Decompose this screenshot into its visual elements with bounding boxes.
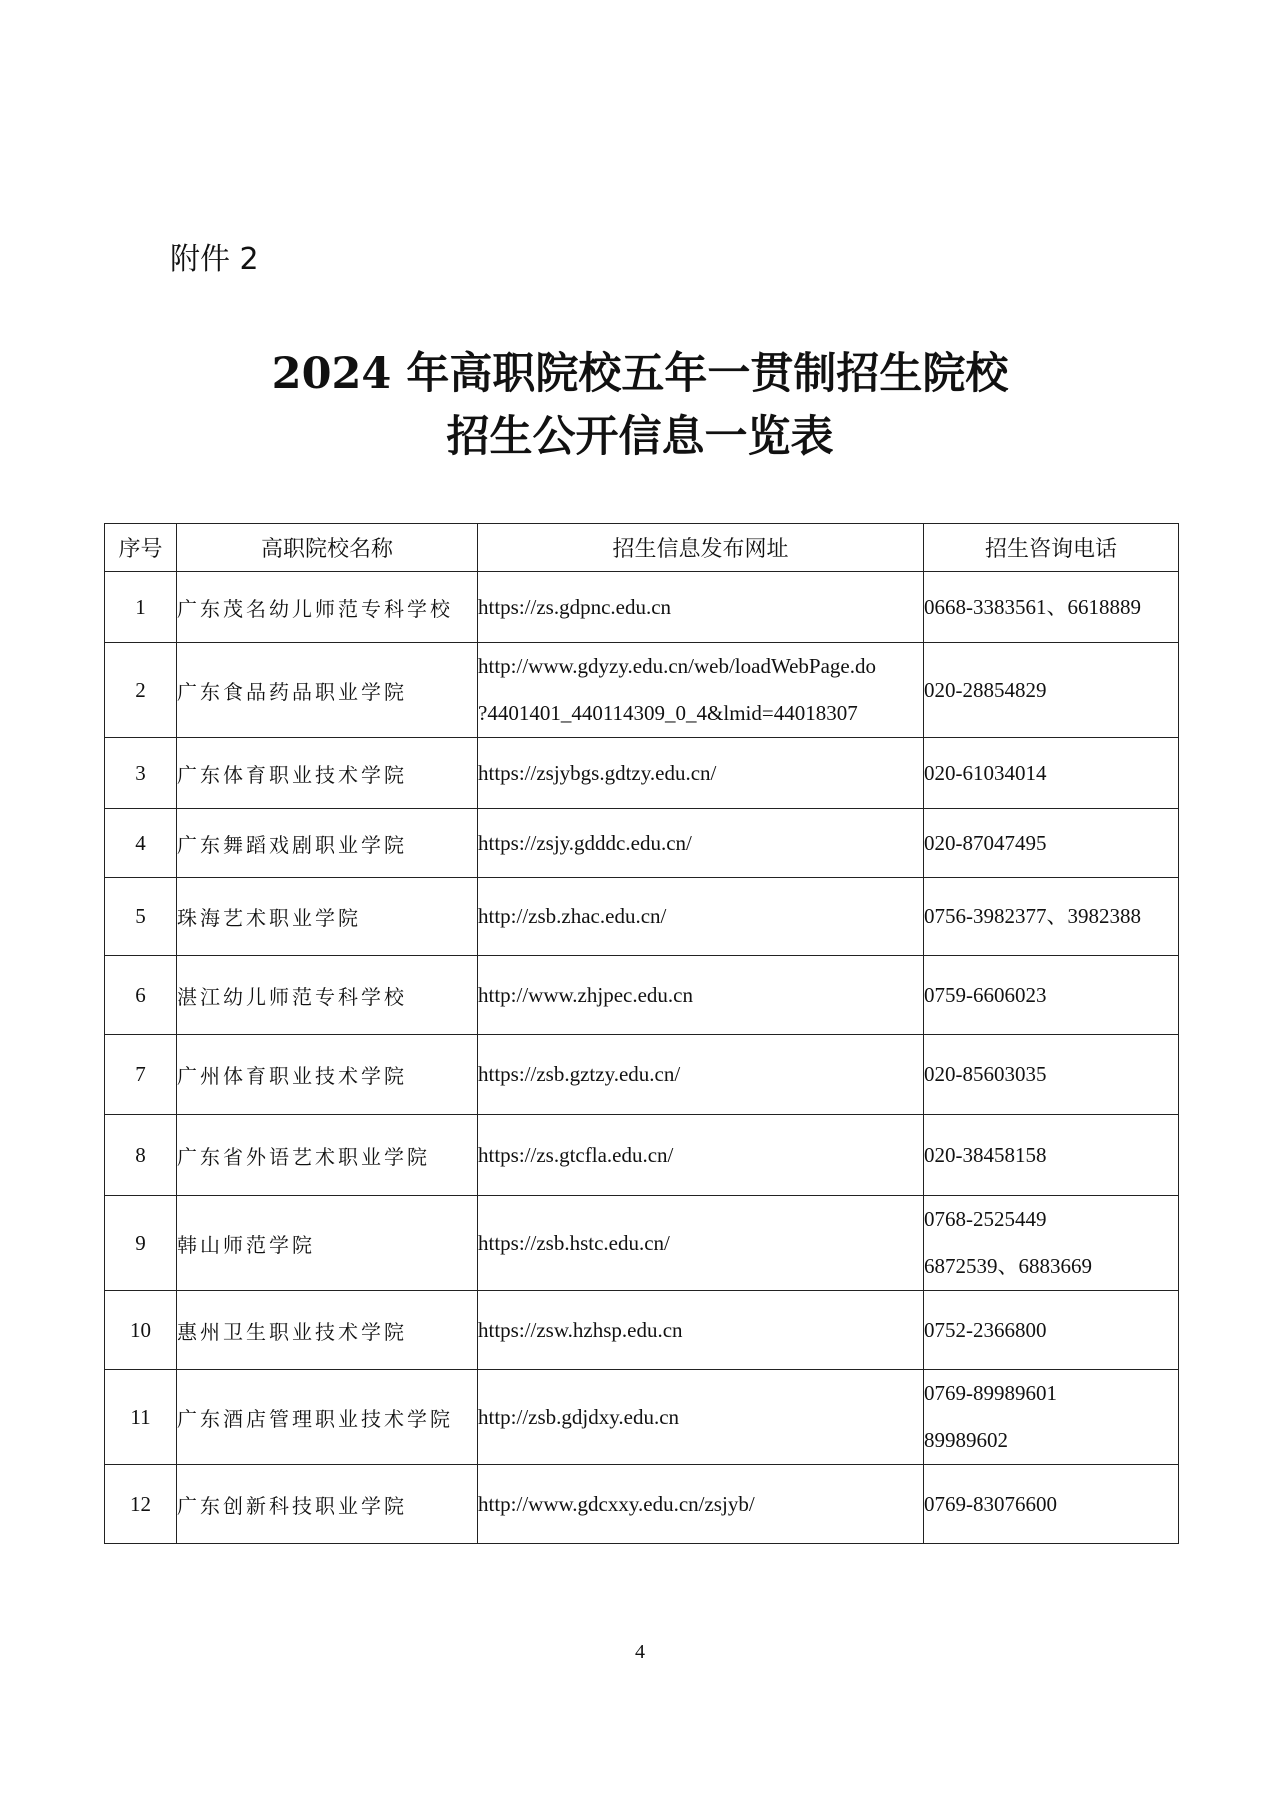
admissions-url-cell [478,1196,924,1291]
row-index: 9 [105,1196,177,1291]
table-header-row [105,524,1179,572]
row-index: 2 [105,643,177,738]
admissions-url[interactable]: https://zsw.hzhsp.edu.cn [478,1317,683,1342]
row-index: 1 [105,572,177,643]
consult-phone-cell [924,738,1179,809]
page-number: 4 [635,1641,645,1663]
admissions-url[interactable]: https://zs.gtcfla.edu.cn/ [478,1142,674,1167]
admissions-url-cell [478,1465,924,1544]
row-index: 12 [105,1465,177,1544]
admissions-url[interactable]: http://www.zhjpec.edu.cn [478,982,693,1007]
consult-phone-cell [924,1370,1179,1465]
consult-phone-cell [924,643,1179,738]
consult-phone: 0768-2525449 [924,1207,1047,1231]
consult-phone-cell [924,956,1179,1035]
admissions-url-cell [478,572,924,643]
row-index: 3 [105,738,177,809]
page-title-line-2: 招生公开信息一览表 [446,412,834,462]
admissions-info-table [104,523,1179,1544]
consult-phone: 0668-3383561、6618889 [924,594,1141,619]
table-row [105,1196,1179,1291]
row-index: 5 [105,878,177,956]
consult-phone-cell [924,1196,1179,1291]
admissions-url-cell [478,643,924,738]
row-index: 11 [105,1370,177,1465]
admissions-url[interactable]: https://zsjybgs.gdtzy.edu.cn/ [478,760,717,785]
consult-phone: 020-38458158 [924,1142,1047,1167]
row-index: 6 [105,956,177,1035]
admissions-url-cell [478,809,924,878]
consult-phone: 020-28854829 [924,677,1047,702]
table-body [105,572,1179,1544]
consult-phone: 020-85603035 [924,1062,1047,1086]
admissions-url-cell [478,1035,924,1115]
consult-phone-cell [924,1291,1179,1370]
college-name: 广东茂名幼儿师范专科学校 [177,572,478,643]
header-admissions-url: 招生信息发布网址 [478,524,924,572]
college-name: 广东酒店管理职业技术学院 [177,1370,478,1465]
college-name: 韩山师范学院 [177,1196,478,1291]
college-name: 广东食品药品职业学院 [177,643,478,738]
attachment-label: 附件 2 [170,242,259,277]
admissions-url[interactable]: https://zsb.hstc.edu.cn/ [478,1230,670,1255]
row-index: 4 [105,809,177,878]
table-row [105,738,1179,809]
consult-phone: 0756-3982377、3982388 [924,904,1141,928]
page-title-line-1: 2024 年高职院校五年一贯制招生院校 [271,349,1009,399]
consult-phone: 0769-83076600 [924,1491,1057,1516]
admissions-url-cell [478,1291,924,1370]
consult-phone-cell [924,572,1179,643]
admissions-url[interactable]: https://zsb.gztzy.edu.cn/ [478,1062,681,1086]
row-index: 8 [105,1115,177,1196]
consult-phone-cell [924,1465,1179,1544]
table-row [105,1115,1179,1196]
admissions-url[interactable]: ?4401401_440114309_0_4&lmid=44018307 [478,701,858,725]
admissions-url[interactable]: http://www.gdcxxy.edu.cn/zsjyb/ [478,1491,755,1516]
consult-phone: 0769-89989601 [924,1381,1057,1405]
consult-phone: 0752-2366800 [924,1317,1047,1342]
consult-phone-cell [924,1035,1179,1115]
college-name: 广东舞蹈戏剧职业学院 [177,809,478,878]
admissions-url-cell [478,1370,924,1465]
consult-phone-cell [924,1115,1179,1196]
admissions-url[interactable]: http://www.gdyzy.edu.cn/web/loadWebPage.do [478,654,876,678]
consult-phone: 020-87047495 [924,830,1047,855]
table-row [105,643,1179,738]
admissions-url[interactable]: https://zsjy.gdddc.edu.cn/ [478,830,692,855]
table-row [105,1465,1179,1544]
college-name: 广东省外语艺术职业学院 [177,1115,478,1196]
admissions-url-cell [478,956,924,1035]
table-row [105,878,1179,956]
consult-phone-cell [924,809,1179,878]
consult-phone: 020-61034014 [924,760,1047,785]
admissions-url-cell [478,738,924,809]
admissions-url-cell [478,1115,924,1196]
table-row [105,809,1179,878]
college-name: 惠州卫生职业技术学院 [177,1291,478,1370]
header-index: 序号 [105,524,177,572]
table-row [105,572,1179,643]
college-name: 广东创新科技职业学院 [177,1465,478,1544]
header-consult-phone: 招生咨询电话 [924,524,1179,572]
admissions-url-cell [478,878,924,956]
college-name: 广州体育职业技术学院 [177,1035,478,1115]
admissions-url[interactable]: http://zsb.zhac.edu.cn/ [478,904,667,928]
consult-phone: 6872539、6883669 [924,1254,1092,1278]
consult-phone-cell [924,878,1179,956]
admissions-url[interactable]: http://zsb.gdjdxy.edu.cn [478,1404,680,1429]
table-row [105,956,1179,1035]
table-row [105,1370,1179,1465]
consult-phone: 89989602 [924,1428,1008,1452]
header-college-name: 高职院校名称 [177,524,478,572]
college-name: 湛江幼儿师范专科学校 [177,956,478,1035]
row-index: 10 [105,1291,177,1370]
admissions-url[interactable]: https://zs.gdpnc.edu.cn [478,594,672,619]
consult-phone: 0759-6606023 [924,982,1047,1007]
row-index: 7 [105,1035,177,1115]
college-name: 广东体育职业技术学院 [177,738,478,809]
table-row [105,1291,1179,1370]
college-name: 珠海艺术职业学院 [177,878,478,956]
table-row [105,1035,1179,1115]
